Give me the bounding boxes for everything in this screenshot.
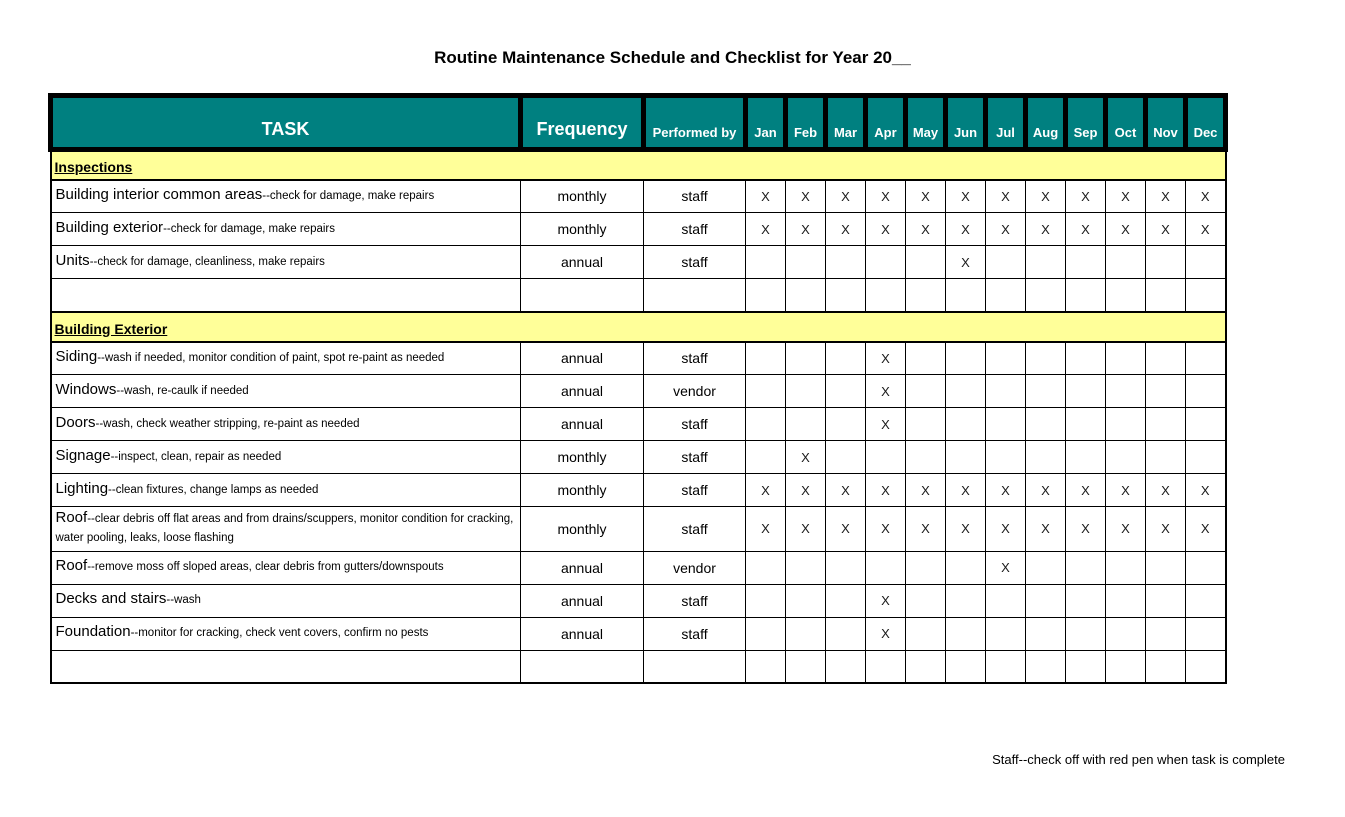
month-cell-aug: [1026, 408, 1066, 441]
task-detail: --check for damage, make repairs: [262, 189, 435, 202]
section-row-inspections: [51, 150, 1226, 180]
month-cell-feb: [786, 584, 826, 617]
month-cell-may: X: [906, 213, 946, 246]
month-cell-dec: [1186, 246, 1226, 279]
frequency-cell: monthly: [521, 507, 644, 552]
task-detail: --monitor for cracking, check vent covers, confirm no pests: [130, 627, 429, 640]
month-cell-oct: [1106, 408, 1146, 441]
month-cell-feb: X: [786, 474, 826, 507]
task-row-doors: [51, 408, 1226, 441]
month-cell-dec: [1186, 408, 1226, 441]
task-name: Doors: [55, 413, 96, 431]
month-cell-dec: [1186, 551, 1226, 584]
task-detail: --wash, check weather stripping, re-paint as needed: [95, 417, 360, 430]
task-name: Decks and stairs: [55, 590, 167, 608]
task-detail: --wash if needed, monitor condition of paint, spot re-paint as needed: [97, 351, 445, 364]
month-cell-jun: [946, 279, 986, 312]
frequency-cell: annual: [521, 617, 644, 650]
month-cell-feb: [786, 246, 826, 279]
month-cell-jun: [946, 551, 986, 584]
task-detail: --check for damage, make repairs: [163, 222, 335, 235]
month-cell-dec: [1186, 617, 1226, 650]
month-cell-sep: X: [1066, 213, 1106, 246]
performed-by-cell: staff: [644, 584, 746, 617]
month-cell-oct: [1106, 617, 1146, 650]
month-cell-may: [906, 342, 946, 375]
task-detail: --remove moss off sloped areas, clear debris from gutters/downspouts: [87, 561, 444, 574]
month-cell-apr: X: [866, 213, 906, 246]
month-cell-feb: [786, 617, 826, 650]
column-header-aug: Aug: [1026, 96, 1066, 150]
task-row-units: [51, 246, 1226, 279]
month-cell-mar: [826, 617, 866, 650]
task-cell: [51, 474, 521, 507]
month-cell-may: [906, 375, 946, 408]
month-cell-mar: [826, 441, 866, 474]
month-cell-aug: [1026, 650, 1066, 683]
performed-by-cell: staff: [644, 474, 746, 507]
column-header-jul: Jul: [986, 96, 1026, 150]
maintenance-schedule-table: [48, 93, 1228, 684]
month-cell-dec: X: [1186, 180, 1226, 213]
month-cell-nov: X: [1146, 507, 1186, 552]
task-name: Signage: [55, 446, 111, 464]
month-cell-jul: X: [986, 551, 1026, 584]
month-cell-oct: [1106, 441, 1146, 474]
section-label: Inspections: [54, 158, 133, 175]
month-cell-jul: [986, 650, 1026, 683]
month-cell-apr: [866, 279, 906, 312]
month-cell-sep: [1066, 246, 1106, 279]
frequency-cell: annual: [521, 246, 644, 279]
month-cell-may: [906, 441, 946, 474]
frequency-cell: annual: [521, 551, 644, 584]
staff-checkoff-note: Staff--check off with red pen when task is complete: [992, 752, 1285, 767]
month-cell-sep: [1066, 551, 1106, 584]
month-cell-aug: [1026, 584, 1066, 617]
month-cell-jul: X: [986, 213, 1026, 246]
month-cell-jun: X: [946, 246, 986, 279]
month-cell-apr: [866, 441, 906, 474]
month-cell-aug: [1026, 246, 1066, 279]
section-header-cell: [51, 150, 1226, 180]
frequency-cell: monthly: [521, 180, 644, 213]
month-cell-apr: X: [866, 375, 906, 408]
performed-by-cell: [644, 279, 746, 312]
column-header-jan: Jan: [746, 96, 786, 150]
frequency-cell: annual: [521, 584, 644, 617]
performed-by-cell: staff: [644, 408, 746, 441]
performed-by-cell: staff: [644, 246, 746, 279]
month-cell-dec: [1186, 584, 1226, 617]
month-cell-sep: [1066, 408, 1106, 441]
month-cell-mar: X: [826, 507, 866, 552]
column-header-nov: Nov: [1146, 96, 1186, 150]
frequency-cell: annual: [521, 342, 644, 375]
month-cell-may: [906, 279, 946, 312]
month-cell-aug: X: [1026, 213, 1066, 246]
month-cell-aug: X: [1026, 180, 1066, 213]
column-header-oct: Oct: [1106, 96, 1146, 150]
month-cell-jun: [946, 650, 986, 683]
month-cell-aug: X: [1026, 474, 1066, 507]
performed-by-cell: vendor: [644, 375, 746, 408]
task-cell: [51, 375, 521, 408]
month-cell-jan: [746, 375, 786, 408]
month-cell-apr: [866, 551, 906, 584]
column-header-jun: Jun: [946, 96, 986, 150]
month-cell-nov: [1146, 441, 1186, 474]
empty-row: [51, 279, 1226, 312]
task-cell: [51, 246, 521, 279]
task-name: Windows: [55, 380, 117, 398]
task-row-building-exterior: [51, 213, 1226, 246]
month-cell-jun: [946, 408, 986, 441]
month-cell-nov: [1146, 650, 1186, 683]
month-cell-may: [906, 584, 946, 617]
month-cell-may: [906, 617, 946, 650]
month-cell-apr: X: [866, 474, 906, 507]
month-cell-dec: X: [1186, 213, 1226, 246]
month-cell-oct: [1106, 342, 1146, 375]
month-cell-feb: [786, 408, 826, 441]
month-cell-jul: [986, 279, 1026, 312]
month-cell-nov: X: [1146, 180, 1186, 213]
task-name: Units: [55, 251, 90, 269]
month-cell-nov: [1146, 617, 1186, 650]
month-cell-dec: [1186, 342, 1226, 375]
month-cell-jan: X: [746, 474, 786, 507]
task-name: Foundation: [55, 623, 131, 641]
month-cell-jan: [746, 342, 786, 375]
month-cell-jan: [746, 279, 786, 312]
frequency-cell: monthly: [521, 213, 644, 246]
month-cell-jun: X: [946, 507, 986, 552]
month-cell-oct: X: [1106, 507, 1146, 552]
section-row-building-exterior: [51, 312, 1226, 342]
month-cell-feb: X: [786, 441, 826, 474]
month-cell-jul: [986, 584, 1026, 617]
month-cell-jul: [986, 246, 1026, 279]
month-cell-aug: [1026, 375, 1066, 408]
task-row-windows: [51, 375, 1226, 408]
month-cell-feb: X: [786, 180, 826, 213]
month-cell-apr: X: [866, 342, 906, 375]
month-cell-jan: [746, 551, 786, 584]
performed-by-cell: vendor: [644, 551, 746, 584]
performed-by-cell: staff: [644, 213, 746, 246]
month-cell-oct: [1106, 584, 1146, 617]
month-cell-dec: [1186, 375, 1226, 408]
month-cell-apr: [866, 246, 906, 279]
frequency-cell: [521, 650, 644, 683]
month-cell-mar: [826, 408, 866, 441]
month-cell-feb: X: [786, 213, 826, 246]
task-cell: [51, 551, 521, 584]
month-cell-mar: [826, 342, 866, 375]
month-cell-nov: [1146, 246, 1186, 279]
task-cell: [51, 408, 521, 441]
month-cell-jul: [986, 441, 1026, 474]
frequency-cell: annual: [521, 408, 644, 441]
task-row-building-interior-common-areas: [51, 180, 1226, 213]
task-cell: [51, 213, 521, 246]
month-cell-jun: [946, 342, 986, 375]
month-cell-oct: [1106, 551, 1146, 584]
month-cell-dec: X: [1186, 474, 1226, 507]
month-cell-may: [906, 650, 946, 683]
month-cell-jan: X: [746, 507, 786, 552]
month-cell-apr: X: [866, 617, 906, 650]
column-header-feb: Feb: [786, 96, 826, 150]
month-cell-sep: X: [1066, 474, 1106, 507]
month-cell-feb: [786, 375, 826, 408]
month-cell-dec: [1186, 279, 1226, 312]
month-cell-jun: X: [946, 180, 986, 213]
performed-by-cell: staff: [644, 441, 746, 474]
month-cell-aug: [1026, 342, 1066, 375]
task-name: Lighting: [55, 479, 109, 497]
month-cell-may: [906, 551, 946, 584]
month-cell-jan: [746, 617, 786, 650]
month-cell-sep: [1066, 441, 1106, 474]
month-cell-jul: [986, 408, 1026, 441]
task-name: Siding: [55, 347, 98, 365]
month-cell-oct: [1106, 375, 1146, 408]
task-row-foundation: [51, 617, 1226, 650]
month-cell-may: X: [906, 507, 946, 552]
empty-row: [51, 650, 1226, 683]
performed-by-cell: staff: [644, 342, 746, 375]
month-cell-apr: X: [866, 584, 906, 617]
column-header-dec: Dec: [1186, 96, 1226, 150]
month-cell-jul: X: [986, 180, 1026, 213]
column-header-frequency: Frequency: [521, 96, 644, 150]
month-cell-jun: [946, 375, 986, 408]
month-cell-jun: X: [946, 213, 986, 246]
frequency-cell: annual: [521, 375, 644, 408]
month-cell-oct: X: [1106, 213, 1146, 246]
month-cell-jan: [746, 441, 786, 474]
month-cell-nov: [1146, 551, 1186, 584]
month-cell-sep: [1066, 342, 1106, 375]
page-title: Routine Maintenance Schedule and Checklist for Year 20__: [434, 48, 911, 67]
task-cell: [51, 507, 521, 552]
task-row-siding: [51, 342, 1226, 375]
month-cell-mar: X: [826, 180, 866, 213]
performed-by-cell: staff: [644, 617, 746, 650]
column-header-performed-by: Performed by: [644, 96, 746, 150]
task-cell: [51, 441, 521, 474]
task-row-signage: [51, 441, 1226, 474]
month-cell-jun: [946, 617, 986, 650]
task-detail: --check for damage, cleanliness, make repairs: [89, 255, 325, 268]
month-cell-aug: [1026, 441, 1066, 474]
month-cell-feb: [786, 342, 826, 375]
month-cell-jan: X: [746, 213, 786, 246]
task-name: Roof: [55, 557, 88, 575]
month-cell-feb: [786, 650, 826, 683]
section-header-cell: [51, 312, 1226, 342]
task-cell: [51, 584, 521, 617]
month-cell-nov: [1146, 408, 1186, 441]
column-header-sep: Sep: [1066, 96, 1106, 150]
month-cell-may: X: [906, 180, 946, 213]
month-cell-jun: [946, 441, 986, 474]
month-cell-aug: [1026, 279, 1066, 312]
month-cell-jan: [746, 408, 786, 441]
task-cell: [51, 279, 521, 312]
month-cell-nov: X: [1146, 474, 1186, 507]
month-cell-nov: [1146, 584, 1186, 617]
task-cell: [51, 342, 521, 375]
column-header-may: May: [906, 96, 946, 150]
month-cell-jun: X: [946, 474, 986, 507]
month-cell-nov: [1146, 375, 1186, 408]
month-cell-mar: X: [826, 474, 866, 507]
task-detail: --clear debris off flat areas and from drains/scuppers, monitor condition for cracking, water pooling, leaks, loose flashing: [55, 513, 514, 544]
month-cell-nov: [1146, 279, 1186, 312]
month-cell-mar: [826, 551, 866, 584]
month-cell-aug: X: [1026, 507, 1066, 552]
month-cell-dec: X: [1186, 507, 1226, 552]
section-label: Building Exterior: [54, 320, 168, 337]
table-header-row: [51, 96, 1226, 150]
month-cell-sep: [1066, 279, 1106, 312]
month-cell-oct: X: [1106, 180, 1146, 213]
column-header-apr: Apr: [866, 96, 906, 150]
month-cell-oct: [1106, 650, 1146, 683]
task-row-roof: [51, 551, 1226, 584]
performed-by-cell: [644, 650, 746, 683]
month-cell-oct: [1106, 246, 1146, 279]
task-name: Building exterior: [55, 218, 164, 236]
task-cell: [51, 650, 521, 683]
month-cell-apr: X: [866, 408, 906, 441]
month-cell-sep: [1066, 617, 1106, 650]
month-cell-sep: X: [1066, 180, 1106, 213]
month-cell-aug: [1026, 617, 1066, 650]
month-cell-sep: [1066, 375, 1106, 408]
frequency-cell: monthly: [521, 474, 644, 507]
task-cell: [51, 617, 521, 650]
frequency-cell: monthly: [521, 441, 644, 474]
month-cell-oct: X: [1106, 474, 1146, 507]
month-cell-jul: [986, 342, 1026, 375]
frequency-cell: [521, 279, 644, 312]
month-cell-apr: X: [866, 180, 906, 213]
performed-by-cell: staff: [644, 180, 746, 213]
month-cell-feb: [786, 551, 826, 584]
task-detail: --wash: [166, 594, 201, 607]
month-cell-jul: [986, 617, 1026, 650]
task-cell: [51, 180, 521, 213]
column-header-task: TASK: [51, 96, 521, 150]
month-cell-sep: X: [1066, 507, 1106, 552]
month-cell-mar: [826, 584, 866, 617]
month-cell-aug: [1026, 551, 1066, 584]
month-cell-may: [906, 408, 946, 441]
task-detail: --inspect, clean, repair as needed: [110, 450, 282, 463]
month-cell-nov: [1146, 342, 1186, 375]
month-cell-jan: [746, 650, 786, 683]
month-cell-mar: [826, 650, 866, 683]
month-cell-mar: [826, 246, 866, 279]
month-cell-jul: X: [986, 474, 1026, 507]
task-row-roof: [51, 507, 1226, 552]
month-cell-may: X: [906, 474, 946, 507]
month-cell-mar: X: [826, 213, 866, 246]
month-cell-jan: [746, 584, 786, 617]
column-header-mar: Mar: [826, 96, 866, 150]
task-detail: --wash, re-caulk if needed: [116, 384, 249, 397]
task-detail: --clean fixtures, change lamps as needed: [108, 483, 319, 496]
month-cell-apr: X: [866, 507, 906, 552]
month-cell-jan: [746, 246, 786, 279]
month-cell-oct: [1106, 279, 1146, 312]
month-cell-feb: [786, 279, 826, 312]
task-row-lighting: [51, 474, 1226, 507]
performed-by-cell: staff: [644, 507, 746, 552]
month-cell-nov: X: [1146, 213, 1186, 246]
month-cell-apr: [866, 650, 906, 683]
month-cell-feb: X: [786, 507, 826, 552]
task-row-decks-and-stairs: [51, 584, 1226, 617]
month-cell-may: [906, 246, 946, 279]
month-cell-mar: [826, 375, 866, 408]
month-cell-dec: [1186, 441, 1226, 474]
task-name: Building interior common areas: [55, 185, 263, 203]
month-cell-jul: [986, 375, 1026, 408]
month-cell-jul: X: [986, 507, 1026, 552]
month-cell-mar: [826, 279, 866, 312]
month-cell-jun: [946, 584, 986, 617]
month-cell-dec: [1186, 650, 1226, 683]
month-cell-jan: X: [746, 180, 786, 213]
task-name: Roof: [55, 509, 88, 526]
month-cell-sep: [1066, 584, 1106, 617]
month-cell-sep: [1066, 650, 1106, 683]
